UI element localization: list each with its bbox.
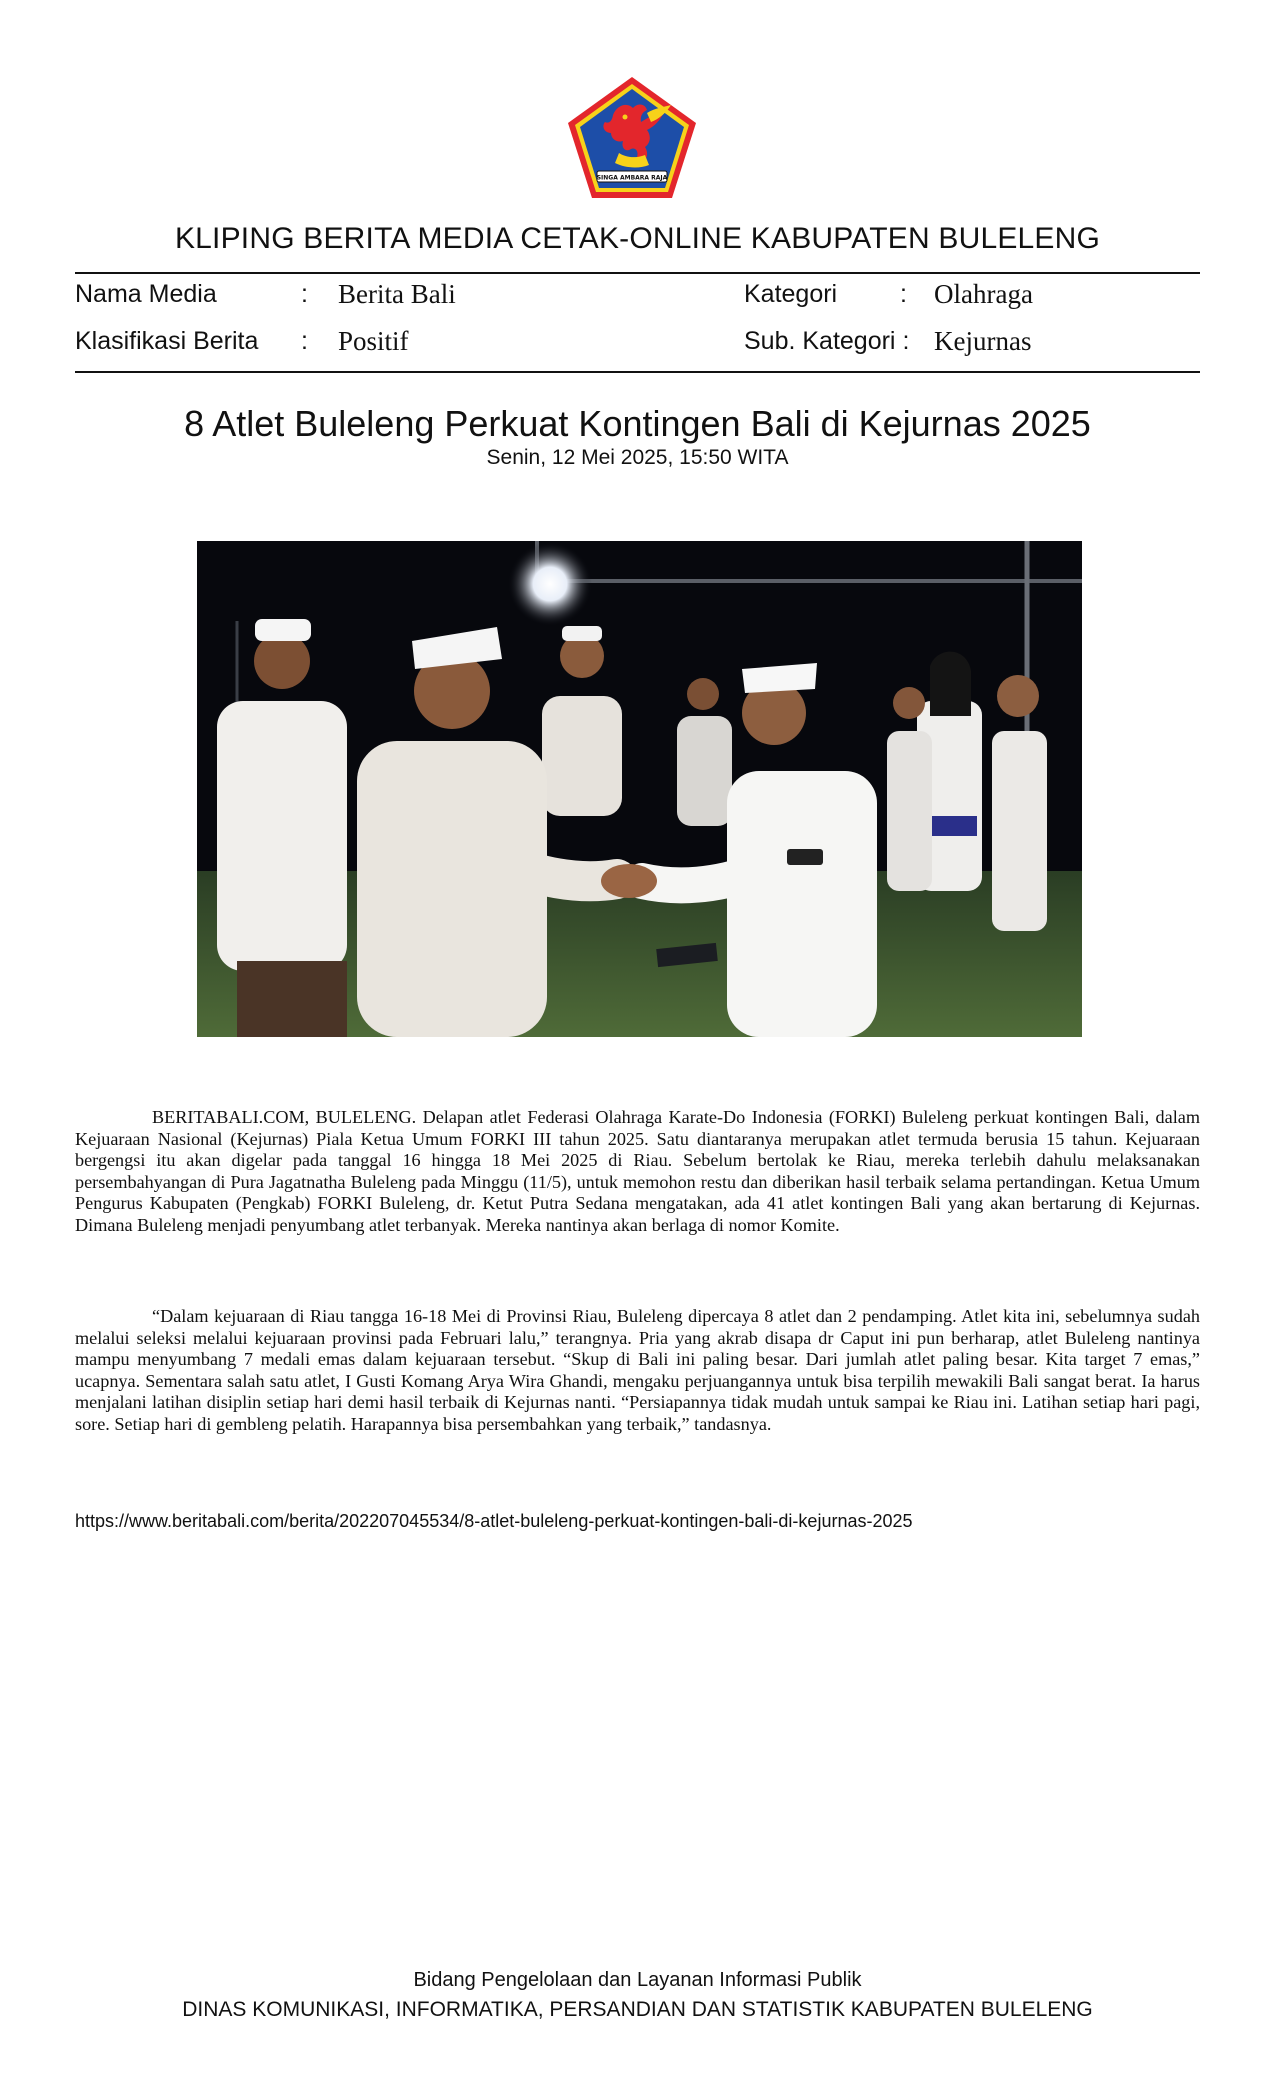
category-colon: : [900, 280, 907, 308]
subcategory-value: Kejurnas [934, 326, 1032, 356]
classification-label: Klasifikasi Berita [75, 327, 259, 355]
article-paragraph-1: BERITABALI.COM, BULELENG. Delapan atlet Federasi Olahraga Karate-Do Indonesia (FORKI) Buleleng perkuat kontingen Bali, dalam Kejuaraan Nasional (Kejurnas) Piala Ketua Umum FORKI III tahun 2025. Satu diantaranya merupakan atlet termuda berusia 15 tahun. Kejuaraan bergengsi itu akan digelar pada tanggal 16 hingga 18 Mei 2025 di Riau. Sebelum bertolak ke Riau, mereka terlebih dahulu melaksanakan persembahyangan di Pura Jagatnatha Buleleng pada Minggu (11/5), untuk memohon restu dan diberikan hasil terbaik selama pertandingan. Ketua Umum Pengurus Kabupaten (Pengkab) FORKI Buleleng, dr. Ketut Putra Sedana mengatakan, ada 41 atlet kontingen Bali yang akan bertarung di Kejurnas. Dimana Buleleng menjadi penyumbang atlet terbanyak. Mereka nantinya akan berlaga di nomor Komite. [75, 1107, 1200, 1235]
logo-ribbon-text: SINGA AMBARA RAJA [596, 174, 668, 182]
article-title: 8 Atlet Buleleng Perkuat Kontingen Bali di Kejurnas 2025 [184, 403, 1091, 444]
category-label: Kategori [744, 280, 838, 308]
classification-value: Positif [338, 326, 409, 356]
subcategory-label: Sub. Kategori : [744, 327, 910, 355]
kliping-header-title: KLIPING BERITA MEDIA CETAK-ONLINE KABUPATEN BULELENG [174, 222, 1101, 255]
media-label: Nama Media [75, 280, 217, 308]
article-date: Senin, 12 Mei 2025, 15:50 WITA [486, 446, 789, 469]
source-link[interactable]: https://www.beritabali.com/berita/202207045534/8-atlet-buleleng-perkuat-kontingen-bali-di-kejurnas-2025 [75, 1511, 913, 1531]
header-divider-bottom [75, 371, 1200, 373]
article-paragraph-2: “Dalam kejuaraan di Riau tangga 16-18 Mei di Provinsi Riau, Buleleng dipercaya 8 atlet dan 2 pendamping. Atlet kita ini, sebelumnya sudah melalui seleksi melalui kejuaraan provinsi pada Februari lalu,” terangnya. Pria yang akrab disapa dr Caput ini pun berharap, atlet Buleleng nantinya mampu menyumbang 7 medali emas dalam kejuaraan tersebut. “Skup di Bali ini paling besar. Dari jumlah atlet paling besar. Kita target 7 emas,” ucapnya. Sementara salah satu atlet, I Gusti Komang Arya Wira Ghandi, mengaku perjuangannya untuk bisa terpilih mewakili Bali sangat berat. Ia harus menjalani latihan disiplin setiap hari demi hasil terbaik di Kejurnas nanti. “Persiapannya tidak mudah untuk sampai ke Riau ini. Latihan setiap hari pagi, sore. Setiap hari di gembleng pelatih. Harapannya bisa persembahkan yang terbaik,” tandasnya. [75, 1306, 1200, 1434]
media-value: Berita Bali [338, 279, 456, 309]
header-divider-top [75, 272, 1200, 274]
footer-division: Bidang Pengelolaan dan Layanan Informasi Publik [413, 1969, 862, 1991]
category-value: Olahraga [934, 279, 1033, 309]
news-photo-handshake-icon [197, 541, 1082, 1037]
footer-agency: DINAS KOMUNIKASI, INFORMATIKA, PERSANDIAN DAN STATISTIK KABUPATEN BULELENG [182, 1998, 1093, 2021]
singa-ambara-raja-emblem-icon [565, 75, 699, 201]
classification-colon: : [301, 327, 308, 355]
media-colon: : [301, 280, 308, 308]
